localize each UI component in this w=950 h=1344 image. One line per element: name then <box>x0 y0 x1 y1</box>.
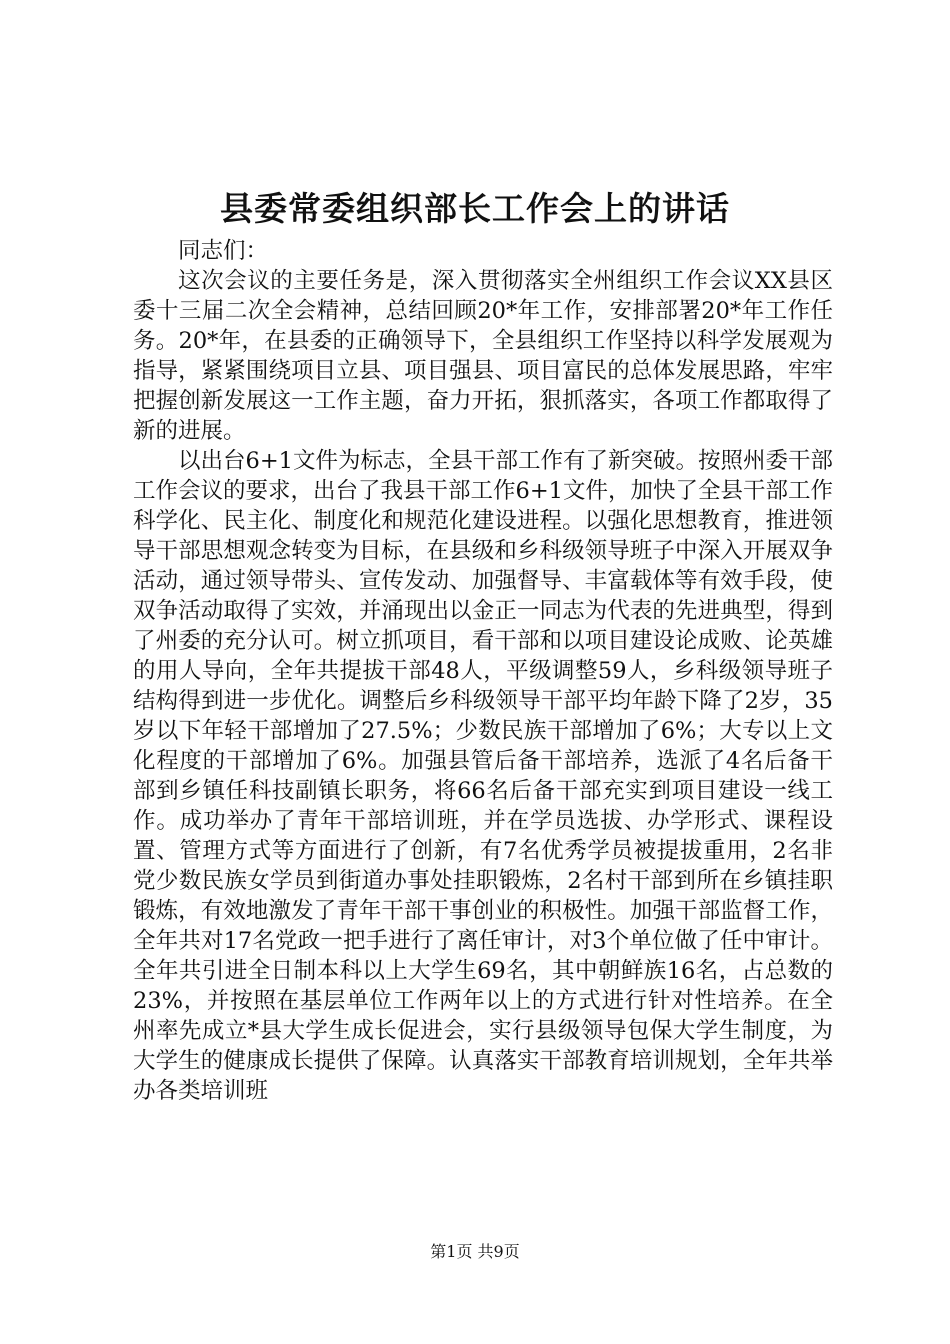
salutation: 同志们： <box>178 238 269 264</box>
document-title: 县委常委组织部长工作会上的讲话 <box>220 189 730 228</box>
paragraph: 这次会议的主要任务是，深入贯彻落实全州组织工作会议XX县区委十三届二次全会精神，总结回顾20*年工作，安排部署20*年工作任务。20*年，在县委的正确领导下，全县组织工作坚持以科学发展观为指导，紧紧围绕项目立县、项目强县、项目富民的总体发展思路，牢牢把握创新发展这一工作主题，奋力开拓，狠抓落实，各项工作都取得了新的进展。 <box>133 268 833 444</box>
document-body <box>133 236 833 1106</box>
paragraph: 以出台6+1文件为标志，全县干部工作有了新突破。按照州委干部工作会议的要求，出台了我县干部工作6+1文件，加快了全县干部工作科学化、民主化、制度化和规范化建设进程。以强化思想教育，推进领导干部思想观念转变为目标，在县级和乡科级领导班子中深入开展双争活动，通过领导带头、宣传发动、加强督导、丰富载体等有效手段，使双争活动取得了实效，并涌现出以金正一同志为代表的先进典型，得到了州委的充分认可。树立抓项目，看干部和以项目建设论成败、论英雄的用人导向，全年共提拔干部48人，平级调整59人，乡科级领导班子结构得到进一步优化。调整后乡科级领导干部平均年龄下降了2岁，35岁以下年轻干部增加了27.5%；少数民族干部增加了6%；大专以上文化程度的干部增加了6%。加强县管后备干部培养，选派了4名后备干部到乡镇任科技副镇长职务，将66名后备干部充实到项目建设一线工作。成功举办了青年干部培训班，并在学员选拔、办学形式、课程设置、管理方式等方面进行了创新，有7名优秀学员被提拔重用，2名非党少数民族女学员到街道办事处挂职锻炼，2名村干部到所在乡镇挂职锻炼，有效地激发了青年干部干事创业的积极性。加强干部监督工作，全年共对17名党政一把手进行了离任审计，对3个单位做了任中审计。全年共引进全日制本科以上大学生69名，其中朝鲜族16名，占总数的23%，并按照在基层单位工作两年以上的方式进行针对性培养。在全州率先成立*县大学生成长促进会，实行县级领导包保大学生制度，为大学生的健康成长提供了保障。认真落实干部教育培训规划，全年共举办各类培训班 <box>133 448 833 1104</box>
page-footer <box>0 1241 950 1263</box>
page-number: 第1页 共9页 <box>430 1242 520 1261</box>
